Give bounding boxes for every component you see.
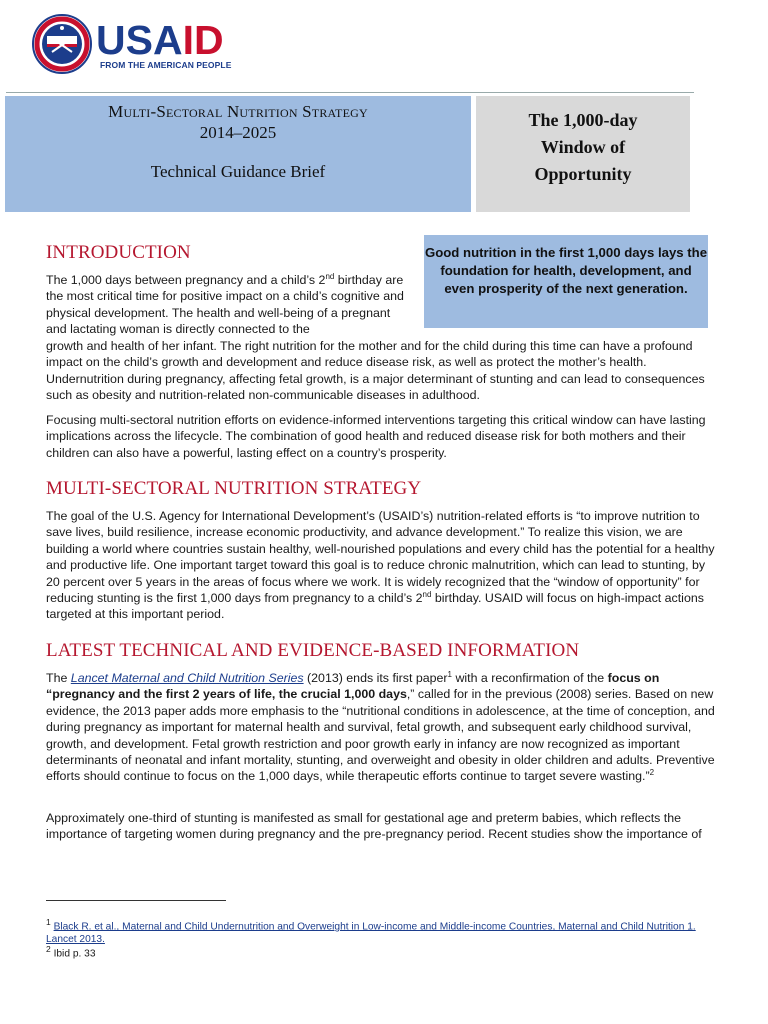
usaid-seal-icon — [32, 14, 92, 74]
intro-text-a: The 1,000 days between pregnancy and a child’s 2 — [46, 273, 326, 287]
strategy-text-a: The goal of the U.S. Agency for International Development’s (USAID’s) nutrition-related efforts is “to improve nutrition to save lives, build resilience, increase economic productivity, and advance development.” To realize this vision, we are building a world where countries sustain healthy, well-nourished populations and every child has the potential for a healthy and productive life. One important target toward this goal is to reduce chronic malnutrition, which can lead to stunting, by 20 percent over 5 years in the areas of focus where we work. It is widely recognized that the “window of opportunity” for reducing stunting is the first 1,000 days from pregnancy to a child’s 2 — [46, 509, 715, 606]
wordmark-id: ID — [182, 17, 224, 63]
pull-quote-text: Good nutrition in the first 1,000 days lays the foundation for health, development, and even prosperity of the next generation. — [424, 245, 708, 296]
logo-tagline: FROM THE AMERICAN PEOPLE — [100, 60, 232, 70]
header-divider — [6, 92, 694, 93]
footnote-2 — [46, 943, 722, 960]
latest-paragraph-1 — [46, 670, 722, 785]
latest-text-c: ,” called for in the previous (2008) series. Based on new evidence, the 2013 paper adds more emphasis to the “nutritional conditions in adolescence, at the time of conception, and during pregnancy as important for maternal health and survival, fetal growth, and subsequent early childhood survival, growth, and development. Fetal growth restriction and poor growth early in infancy are now recognized as important determinants of neonatal and infant mortality, stunting, and overweight and obesity in older children and adults. Preventive efforts should continue to focus on the 1,000 days, while therapeutic efforts continue to target severe wasting.” — [46, 687, 715, 784]
lancet-series-link[interactable]: Lancet Maternal and Child Nutrition Series — [70, 671, 304, 685]
intro-sup: nd — [325, 271, 335, 281]
wordmark-usa: USA — [96, 17, 183, 63]
footnote-ref-2[interactable]: 2 — [649, 768, 655, 778]
strategy-text-b: birthday. USAID will focus on high-impact actions targeted at this important period. — [46, 591, 704, 622]
strategy-years: 2014–2025 — [199, 123, 277, 142]
footnote-2-number: 2 — [46, 944, 51, 954]
strategy-sup: nd — [422, 589, 432, 599]
window-line-1: The 1,000-day — [528, 110, 638, 130]
strategy-title: Multi-Sectoral Nutrition Strategy — [108, 102, 368, 121]
latest-text-b: with a reconfirmation of the — [452, 671, 608, 685]
latest-text-pre: The — [46, 671, 71, 685]
intro-text-b: birthday are the most critical time for positive impact on a child’s cognitive and physical development. The health and well-being of a pregnant and lactating woman is directly connected to the — [46, 273, 404, 337]
intro-paragraph-1a — [46, 272, 406, 338]
usaid-wordmark — [96, 18, 224, 62]
intro-paragraph-1b: growth and health of her infant. The right nutrition for the mother and for the child during this time can have a profound impact on the child’s growth and development and reduce disease risk, as well as protect the mother’s health. Undernutrition during pregnancy, affecting fetal growth, is a major determinant of stunting and can lead to consequences such as obesity and nutrition-related non-communicable diseases in adulthood. — [46, 339, 705, 403]
footnote-1-number: 1 — [46, 917, 51, 927]
strategy-heading: MULTI-SECTORAL NUTRITION STRATEGY — [46, 478, 422, 499]
footnote-1-link[interactable]: Black R. et al., Maternal and Child Undernutrition and Overweight in Low-income and Middle-income Countries, Maternal and Child Nutrition 1. Lancet 2013. — [46, 921, 696, 946]
window-box — [476, 96, 690, 212]
usaid-logo — [32, 14, 252, 80]
strategy-paragraph — [46, 508, 722, 623]
latest-heading: LATEST TECHNICAL AND EVIDENCE-BASED INFORMATION — [46, 640, 580, 661]
window-line-3: Opportunity — [534, 164, 632, 184]
brief-type: Technical Guidance Brief — [150, 162, 326, 181]
window-line-2: Window of — [540, 137, 626, 157]
footnote-2-text: Ibid p. 33 — [50, 948, 96, 960]
pull-quote — [424, 235, 708, 328]
footnote-divider — [46, 900, 226, 901]
intro-paragraph-2: Focusing multi-sectoral nutrition efforts on evidence-informed interventions targeting this critical window can have lasting implications across the lifecycle. The combination of good health and reduced disease risk for both mothers and their children can also have a powerful, lasting effect on a country’s prosperity. — [46, 413, 706, 460]
latest-paragraph-2: Approximately one-third of stunting is manifested as small for gestational age and preterm babies, which reflects the importance of targeting women during pregnancy and the pre-pregnancy period. Recent studies show the importance of — [46, 811, 702, 842]
title-box — [5, 96, 471, 212]
footnote-ref-1[interactable]: 1 — [447, 669, 452, 679]
latest-bold-text: focus on “pregnancy and the first 2 years of life, the crucial 1,000 days — [46, 671, 660, 702]
latest-text-a: (2013) ends its first paper — [303, 671, 448, 685]
footnote-1 — [46, 916, 722, 946]
intro-heading: INTRODUCTION — [46, 242, 191, 263]
